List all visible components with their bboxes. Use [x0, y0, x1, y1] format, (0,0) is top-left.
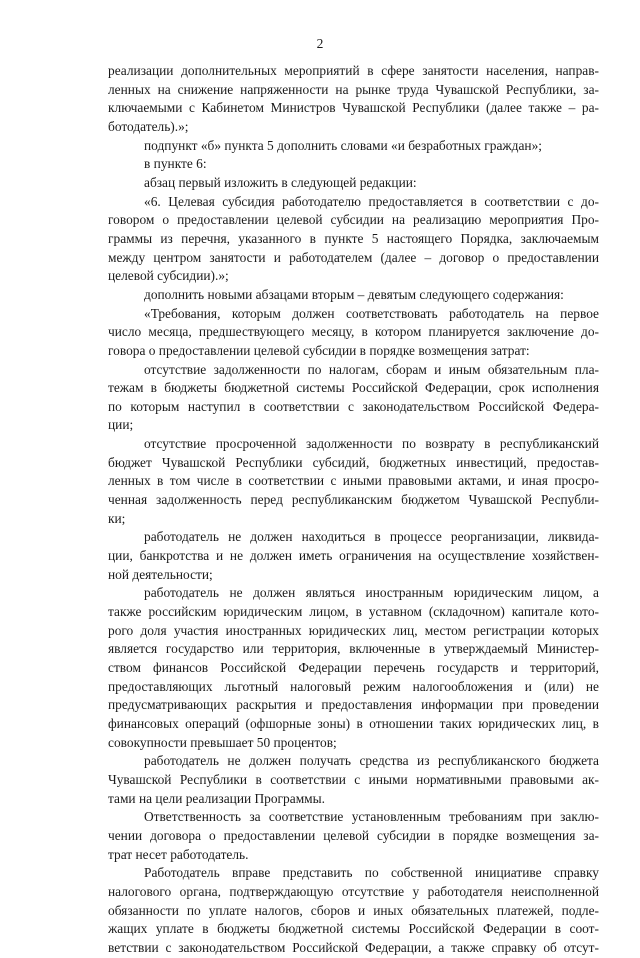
text-line: реализации дополнительных мероприятий в сфере занятости населения, направ-: [108, 63, 599, 78]
text-line: абзац первый изложить в следующей редакции:: [144, 174, 417, 190]
text-line: дополнить новыми абзацами вторым – девятым следующего содержания:: [144, 286, 564, 302]
text-line: ветствии с законодательством Российской Федерации, а также справку об отсут-: [108, 939, 599, 955]
text-line: жащих уплате в бюджеты бюджетной системы Российской Федерации в соот-: [108, 921, 599, 937]
document-body: [108, 62, 599, 958]
text-line: чении договора о предоставлении целевой субсидии в порядке возмещения за-: [108, 827, 599, 843]
text-line: подпункт «б» пункта 5 дополнить словами «и безработных граждан»;: [144, 137, 543, 153]
text-line: отсутствие просроченной задолженности по возврату в республиканский: [144, 436, 599, 452]
text-line: ботодатель).»;: [108, 118, 189, 134]
text-line: ключаемыми с Кабинетом Министров Чувашской Республики (далее также – ра-: [108, 100, 599, 116]
text-line: является государство или территория, включенные в утверждаемый Министер-: [108, 641, 599, 657]
text-line: ной деятельности;: [108, 566, 213, 582]
text-line: Чувашской Республики в соответствии с иными нормативными правовыми ак-: [108, 771, 599, 787]
text-line: «Требования, которым должен соответствовать работодатель на первое: [144, 305, 599, 321]
text-line: обязанности по уплате налогов, сборов и иных обязательных платежей, подле-: [108, 902, 599, 918]
text-line: в пункте 6:: [144, 156, 207, 172]
text-line: предоставляющих льготный налоговый режим налогообложения и (или) не: [108, 678, 599, 694]
text-line: совокупности превышает 50 процентов;: [108, 734, 337, 750]
text-line: также российским юридическим лицом, в уставном (складочном) капитале кото-: [108, 604, 599, 620]
text-line: тежам в бюджеты бюджетной системы Российской Федерации, срок исполнения: [108, 380, 599, 396]
text-line: число месяца, предшествующего месяцу, в котором планируется заключение до-: [108, 324, 599, 340]
text-line: говором о предоставлении целевой субсидии на реализацию мероприятия Про-: [108, 212, 599, 228]
text-line: Работодатель вправе представить по собственной инициативе справку: [144, 865, 599, 881]
text-line: отсутствие задолженности по налогам, сборам и иным обязательным пла-: [144, 361, 599, 377]
text-line: ки;: [108, 510, 126, 526]
text-line: ции, банкротства и не должен иметь ограничения на осуществление хозяйствен-: [108, 548, 599, 564]
text-line: ции;: [108, 417, 134, 433]
text-line: Ответственность за соответствие установленным требованиям при заклю-: [144, 809, 599, 825]
text-line: предусматривающих раскрытия и предоставления информации при проведении: [108, 697, 599, 713]
page-number: 2: [316, 36, 324, 51]
text-line: налогового органа, подтверждающую отсутствие у работодателя неисполненной: [108, 883, 599, 899]
text-line: работодатель не должен являться иностранным юридическим лицом, а: [144, 585, 599, 601]
text-line: «6. Целевая субсидия работодателю предоставляется в соответствии с до-: [144, 193, 599, 209]
text-line: рого доля участия иностранных юридических лиц, местом регистрации которых: [108, 622, 599, 638]
text-line: трат несет работодатель.: [108, 846, 249, 862]
text-line: по которым наступил в соответствии с законодательством Российской Федера-: [108, 398, 599, 414]
text-line: ленных в том числе в соответствии с иными правовыми актами, и иная просро-: [108, 473, 599, 489]
text-line: бюджет Чувашской Республики субсидий, бюджетных инвестиций, предостав-: [108, 454, 599, 470]
text-line: работодатель не должен находиться в процессе реорганизации, ликвида-: [144, 529, 599, 545]
text-line: работодатель не должен получать средства из республиканского бюджета: [144, 753, 599, 769]
text-line: целевой субсидии).»;: [108, 268, 229, 284]
text-line: финансовых операций (офшорные зоны) в отношении таких юридических лиц, в: [108, 715, 599, 731]
text-line: между центром занятости и работодателем (далее – договор о предоставлении: [108, 249, 599, 265]
text-line: ченная задолженность перед республиканским бюджетом Чувашской Республи-: [108, 492, 599, 508]
text-line: говора о предоставлении целевой субсидии в порядке возмещения затрат:: [108, 342, 530, 358]
text-line: тами на цели реализации Программы.: [108, 790, 325, 806]
text-line: ством финансов Российской Федерации перечень государств и территорий,: [108, 660, 599, 675]
text-line: ленных на снижение напряженности на рынке труда Чувашской Республики, за-: [108, 81, 599, 97]
text-line: граммы из перечня, указанного в пункте 5 настоящего Порядка, заключаемым: [108, 230, 599, 246]
